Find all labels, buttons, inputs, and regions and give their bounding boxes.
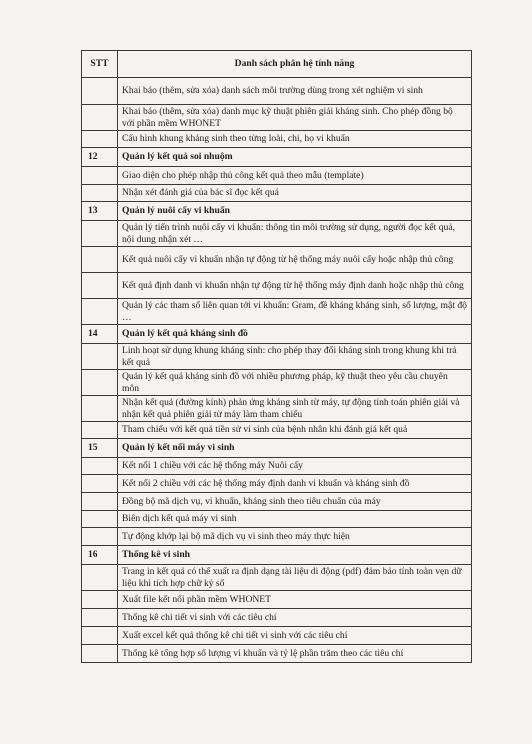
- row-stt: 14: [82, 325, 118, 344]
- section-title: Quản lý kết quả kháng sinh đồ: [118, 325, 472, 344]
- table-row: [82, 396, 472, 422]
- feature-text: Kết quả định danh vi khuẩn nhận tự động từ hệ thống máy định danh hoặc nhập thủ công: [118, 273, 472, 299]
- row-stt: [82, 396, 118, 422]
- row-stt: [82, 609, 118, 627]
- row-stt: [82, 458, 118, 475]
- row-stt: [82, 528, 118, 546]
- table-header-row: [82, 51, 472, 78]
- row-stt: [82, 511, 118, 528]
- feature-text: Tham chiếu với kết quả tiền sử vi sinh của bệnh nhân khi đánh giá kết quả: [118, 422, 472, 439]
- feature-text: Kết nối 2 chiều với các hệ thống máy định danh vi khuẩn và kháng sinh đồ: [118, 475, 472, 493]
- feature-text: Thống kê chi tiết vi sinh với các tiêu chí: [118, 609, 472, 627]
- row-stt: [82, 591, 118, 609]
- row-stt: [82, 273, 118, 299]
- row-stt: [82, 221, 118, 247]
- table-row: [82, 247, 472, 273]
- table-body: [82, 78, 472, 663]
- section-row: [82, 202, 472, 221]
- row-stt: [82, 167, 118, 185]
- table-row: [82, 78, 472, 105]
- row-stt: [82, 105, 118, 131]
- feature-text: Giao diện cho phép nhập thủ công kết quả theo mẫu (template): [118, 167, 472, 185]
- section-title: Thống kê vi sinh: [118, 546, 472, 565]
- row-stt: 16: [82, 546, 118, 565]
- table-row: [82, 131, 472, 148]
- feature-text: Xuất excel kết quả thống kê chi tiết vi sinh với các tiêu chí: [118, 627, 472, 645]
- table-row: [82, 511, 472, 528]
- table-row: [82, 528, 472, 546]
- feature-text: Quản lý tiến trình nuôi cấy vi khuẩn: thông tin môi trường sử dụng, người đọc kết quả, nội dung nhận xét …: [118, 221, 472, 247]
- row-stt: 13: [82, 202, 118, 221]
- row-stt: [82, 422, 118, 439]
- table-row: [82, 370, 472, 396]
- feature-text: Cấu hình khung kháng sinh theo từng loài, chi, họ vi khuẩn: [118, 131, 472, 148]
- section-title: Quản lý nuôi cấy vi khuẩn: [118, 202, 472, 221]
- table-row: [82, 422, 472, 439]
- row-stt: [82, 565, 118, 591]
- feature-text: Khai báo (thêm, sửa xóa) danh mục kỹ thuật phiên giải kháng sinh. Cho phép đồng bộ với phần mềm WHONET: [118, 105, 472, 131]
- section-row: [82, 439, 472, 458]
- row-stt: [82, 131, 118, 148]
- feature-text: Nhận kết quả (đường kính) phản ứng kháng sinh từ máy, tự động tính toán phiên giải và nhận kết quả phiên giải từ máy làm tham chiếu: [118, 396, 472, 422]
- feature-text: Quản lý kết quả kháng sinh đồ với nhiều phương pháp, kỹ thuật theo yêu cầu chuyên môn: [118, 370, 472, 396]
- feature-text: Thống kê tổng hợp số lượng vi khuẩn và tỷ lệ phần trăm theo các tiêu chí: [118, 645, 472, 663]
- row-stt: [82, 185, 118, 202]
- table-row: [82, 105, 472, 131]
- table-row: [82, 458, 472, 475]
- section-title: Quản lý kết nối máy vi sinh: [118, 439, 472, 458]
- table-row: [82, 221, 472, 247]
- feature-text: Tự động khớp lại bộ mã dịch vụ vi sinh theo máy thực hiện: [118, 528, 472, 546]
- table-row: [82, 591, 472, 609]
- section-row: [82, 148, 472, 167]
- feature-text: Quản lý các tham số liên quan tới vi khuẩn: Gram, đề kháng kháng sinh, số lượng, mật độ …: [118, 299, 472, 325]
- row-stt: [82, 299, 118, 325]
- header-stt: STT: [82, 51, 118, 78]
- row-stt: [82, 344, 118, 370]
- row-stt: 15: [82, 439, 118, 458]
- table-row: [82, 475, 472, 493]
- table-row: [82, 609, 472, 627]
- row-stt: [82, 370, 118, 396]
- row-stt: [82, 475, 118, 493]
- row-stt: [82, 78, 118, 105]
- section-row: [82, 325, 472, 344]
- feature-text: Nhận xét đánh giá của bác sĩ đọc kết quả: [118, 185, 472, 202]
- table-row: [82, 273, 472, 299]
- table-row: [82, 627, 472, 645]
- feature-text: Xuất file kết nối phần mềm WHONET: [118, 591, 472, 609]
- feature-text: Linh hoạt sử dụng khung kháng sinh: cho phép thay đổi kháng sinh trong khung khi trả kết quả: [118, 344, 472, 370]
- table-row: [82, 645, 472, 663]
- feature-table: [81, 50, 472, 663]
- feature-text: Kết quả nuôi cấy vi khuẩn nhận tự động từ hệ thống máy nuôi cấy hoặc nhập thủ công: [118, 247, 472, 273]
- table-row: [82, 167, 472, 185]
- row-stt: [82, 645, 118, 663]
- section-title: Quản lý kết quả soi nhuộm: [118, 148, 472, 167]
- row-stt: [82, 247, 118, 273]
- table-row: [82, 493, 472, 511]
- section-row: [82, 546, 472, 565]
- row-stt: [82, 627, 118, 645]
- row-stt: [82, 493, 118, 511]
- table-row: [82, 185, 472, 202]
- feature-text: Kết nối 1 chiều với các hệ thống máy Nuôi cấy: [118, 458, 472, 475]
- feature-text: Đồng bộ mã dịch vụ, vi khuẩn, kháng sinh theo tiêu chuẩn của máy: [118, 493, 472, 511]
- header-feature-list: Danh sách phân hệ tính năng: [118, 51, 472, 78]
- row-stt: 12: [82, 148, 118, 167]
- feature-text: Biên dịch kết quả máy vi sinh: [118, 511, 472, 528]
- feature-text: Trang in kết quả có thể xuất ra định dạng tài liệu di động (pdf) đảm bảo tính toàn vẹn dữ liệu khi tích hợp chữ ký số: [118, 565, 472, 591]
- table-row: [82, 565, 472, 591]
- feature-text: Khai báo (thêm, sửa xóa) danh sách môi trường dùng trong xét nghiệm vi sinh: [118, 78, 472, 105]
- table-row: [82, 344, 472, 370]
- table-row: [82, 299, 472, 325]
